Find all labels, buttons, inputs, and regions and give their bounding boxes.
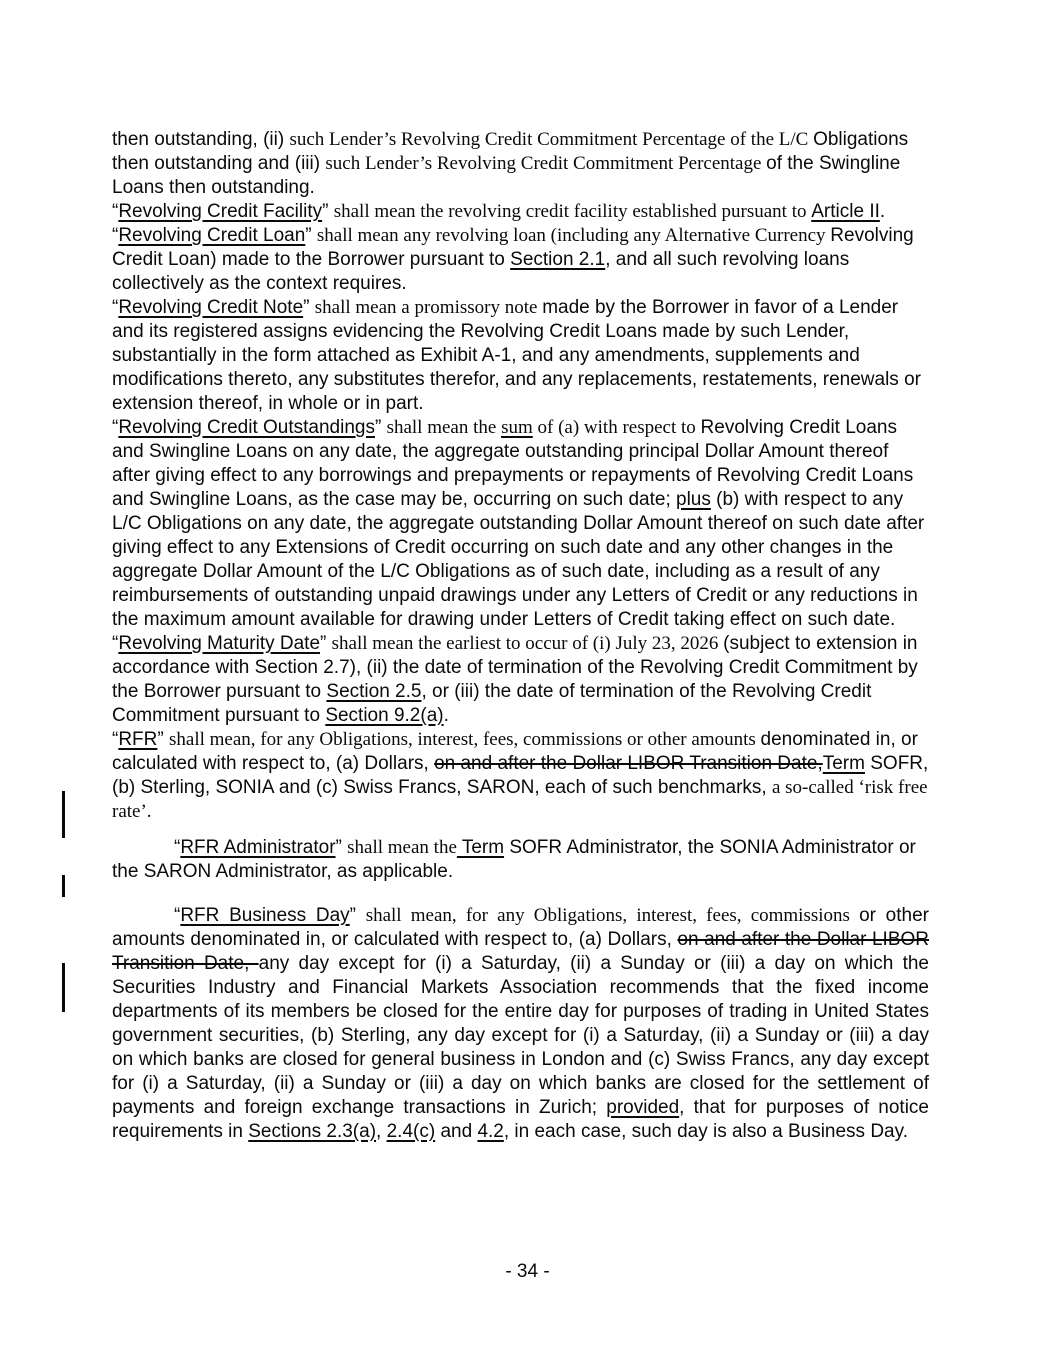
text-run: then outstanding, (ii) [112, 129, 290, 150]
text-run: , and all such revolving loans collectively as the context requires. [112, 249, 850, 294]
text-run: such Lender’s Revolving Credit Commitment Percentage of the L/C [289, 129, 814, 150]
page-number: - 34 - [505, 1261, 550, 1282]
revision-change-bar [62, 875, 65, 897]
defined-term: RFR Administrator [180, 837, 336, 858]
text-run: “ [174, 837, 181, 858]
defined-term: RFR Business Day [180, 905, 350, 926]
defined-term: Revolving Credit Outstandings [118, 417, 375, 438]
cross-reference: 2.4(c) [386, 1121, 436, 1142]
text-run: ” [349, 905, 366, 926]
text-run: shall mean the [347, 837, 457, 858]
text-run: ” [335, 837, 348, 858]
text-run: of (a) with respect to [532, 417, 701, 438]
text-run: and [435, 1121, 478, 1142]
text-run: or other amounts denominated in, or calculated with respect to, (a) Dollars, [112, 905, 929, 950]
text-run: SOFR Administrator, the SONIA Administrator or the SARON Administrator, as applicable. [112, 837, 916, 882]
text-run: shall mean the revolving credit facility established pursuant to [333, 201, 812, 222]
text-run: shall mean any revolving loan (including any Alternative Currency [316, 225, 831, 246]
text-run: ” [305, 225, 317, 246]
para-rfr-administrator [112, 836, 929, 884]
text-run: any day except for (i) a Saturday, (ii) a Sunday or (iii) a day on which the Securities Industry and Financial Markets Association recommends that the fixed income departments of its members be closed for the entire day for purposes of trading in United States government securities, (b) Sterling, any day except for (i) a Saturday, (ii) a Sunday or (iii) a day on which banks are closed for general business in London and (c) Swiss Francs, any day except for (i) a Saturday, (ii) a Sunday or (iii) a day on which banks are closed for the settlement of payments and foreign exchange transactions in Zurich; [112, 953, 929, 1118]
text-run: shall mean, for any Obligations, interest, fees, commissions [365, 905, 860, 926]
text-run: Obligations then outstanding and (iii) [112, 129, 909, 174]
cross-reference: Section 9.2(a) [325, 705, 444, 726]
text-run: SOFR, (b) Sterling, SONIA and (c) Swiss Francs, SARON, each of such benchmarks, [112, 753, 929, 798]
text-run: ” [374, 417, 387, 438]
text-run: ” [157, 729, 169, 750]
deleted-text: on and after the Dollar LIBOR Transition Date, [112, 929, 929, 974]
text-run: shall mean the [386, 417, 502, 438]
text-run: . [443, 705, 449, 726]
text-run: “ [112, 297, 119, 318]
cross-reference: Article II [811, 201, 880, 222]
text-run: , or (iii) the date of termination of the Revolving Credit Commitment pursuant to [112, 681, 872, 726]
text-run: “ [174, 905, 181, 926]
text-run: such Lender’s Revolving Credit Commitment Percentage [325, 153, 767, 174]
text-run: ” [320, 633, 332, 654]
text-run: Revolving Credit Loan) made to the Borrower pursuant to [112, 225, 914, 270]
para-revolving-credit-loan [112, 224, 929, 296]
text-run: “ [112, 225, 119, 246]
text-run: ” [322, 201, 334, 222]
text-run: plus [676, 489, 711, 510]
text-run: provided [606, 1097, 680, 1118]
document-body [112, 128, 929, 1144]
defined-term: Revolving Credit Note [118, 297, 304, 318]
revision-change-bar [62, 963, 65, 1012]
text-run: “ [112, 417, 119, 438]
text-run: shall mean the earliest to occur of (i) July 23, 2026 [331, 633, 724, 654]
text-run: of the Swingline Loans then outstanding. [112, 153, 901, 198]
defined-term: Revolving Maturity Date [118, 633, 321, 654]
text-run: shall mean a promissory note [314, 297, 543, 318]
text-run: . [879, 201, 886, 222]
text-run: , [376, 1121, 387, 1142]
para-revolving-credit-facility [112, 200, 929, 224]
text-run: sum [501, 417, 533, 438]
text-run: (b) with respect to any L/C Obligations on any date, the aggregate outstanding Dollar Amount thereof on such date after giving effect to any Extensions of Credit occurring on such date and any other changes in the aggregate Dollar Amount of the L/C Obligations as of such date, including as a result of any reimbursements of outstanding unpaid drawings under any Letters of Credit or any reductions in the maximum amount available for drawing under Letters of Credit taking effect on such date. [112, 489, 925, 630]
para-revolving-maturity-date [112, 632, 929, 728]
text-run: a so-called ‘risk free rate’. [112, 777, 928, 822]
para-rfr-business-day [112, 904, 929, 1144]
text-run: (subject to extension in accordance with Section 2.7), (ii) the date of termination of the Revolving Credit Commitment by the Borrower pursuant to [112, 633, 918, 702]
cross-reference: Section 2.1 [510, 249, 606, 270]
defined-term: Revolving Credit Loan [118, 225, 306, 246]
text-run: “ [112, 201, 119, 222]
text-run: , that for purposes of notice requirements in [112, 1097, 929, 1142]
defined-term: RFR [118, 729, 158, 750]
cross-reference: Section 2.5 [326, 681, 422, 702]
text-run: , in each case, such day is also a Business Day. [503, 1121, 908, 1142]
text-run: made by the Borrower in favor of a Lender and its registered assigns evidencing the Revolving Credit Loans made by such Lender, substantially in the form attached as Exhibit A-1, and any amendments, supplements and modifications thereto, any substitutes therefor, and any replacements, restatements, renewals or extension thereof, in whole or in part. [112, 297, 921, 414]
cross-reference: 4.2 [477, 1121, 504, 1142]
text-run: “ [112, 633, 119, 654]
deleted-text: on and after the Dollar LIBOR Transition Date, [434, 753, 823, 774]
inserted-text: Term [456, 837, 505, 858]
defined-term: Revolving Credit Facility [118, 201, 323, 222]
text-run: “ [112, 729, 119, 750]
para-revolving-credit-outstandings [112, 416, 929, 632]
para-continuation [112, 128, 929, 200]
text-run: Revolving Credit Loans and Swingline Loans on any date, the aggregate outstanding principal Dollar Amount thereof after giving effect to any borrowings and prepayments or repayments of Revolving Credit Loans and Swingline Loans, as the case may be, occurring on such date; [112, 417, 914, 510]
text-run: denominated in, or calculated with respect to, (a) Dollars, [112, 729, 918, 774]
para-rfr [112, 728, 929, 824]
text-run: shall mean, for any Obligations, interest, fees, commissions or other amounts [169, 729, 761, 750]
para-revolving-credit-note [112, 296, 929, 416]
revision-change-bar [62, 791, 65, 838]
inserted-text: Term [822, 753, 865, 774]
cross-reference: Sections 2.3(a) [248, 1121, 377, 1142]
text-run: ” [303, 297, 315, 318]
